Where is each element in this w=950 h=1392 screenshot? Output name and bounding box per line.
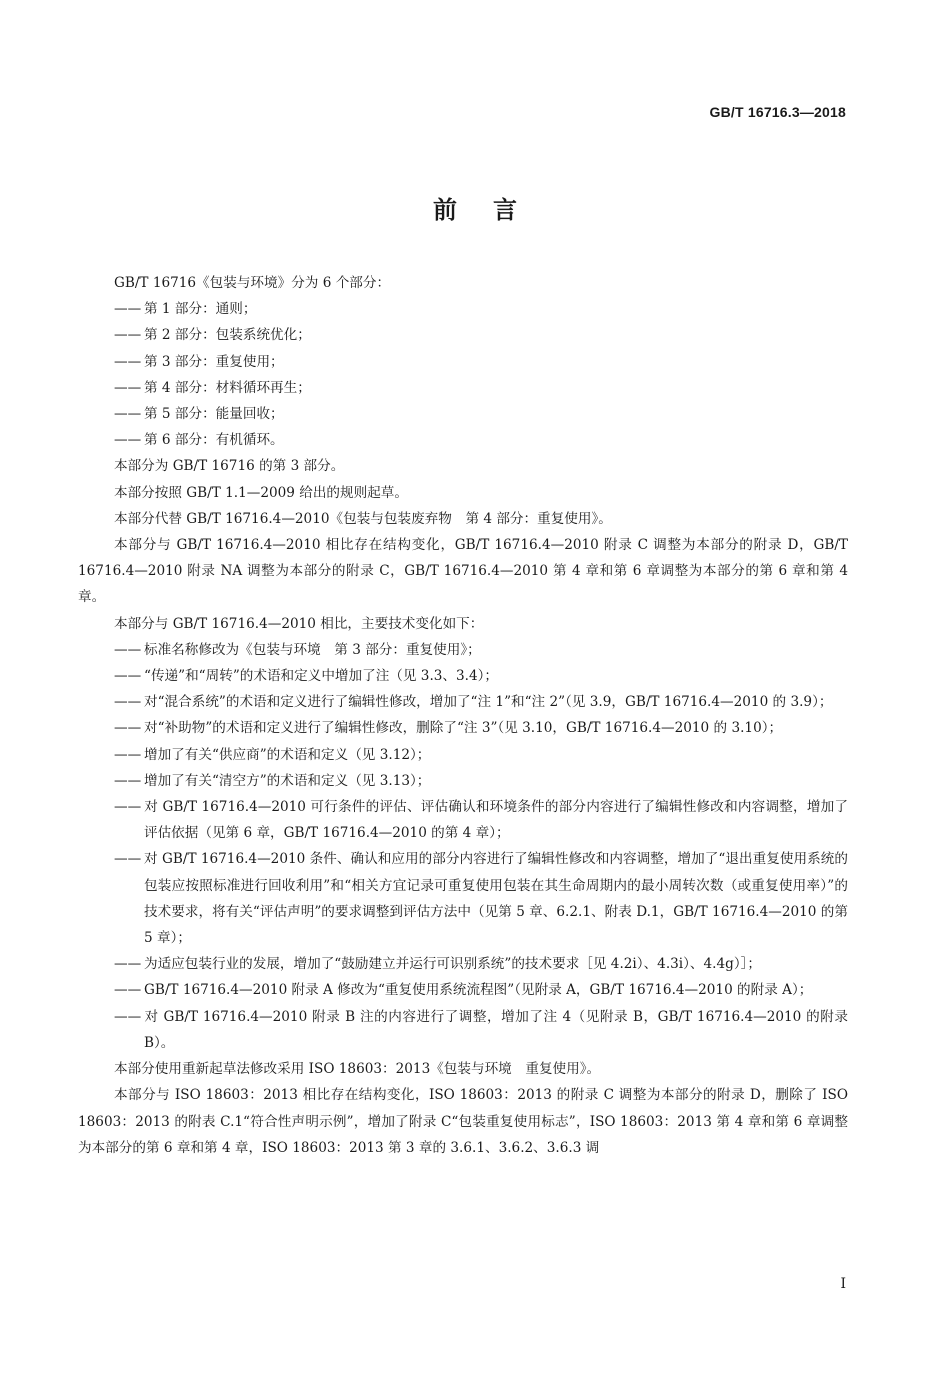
dash-marker: ——: [114, 982, 142, 999]
paragraph: 本部分为 GB/T 16716 的第 3 部分。: [114, 458, 345, 475]
dash-marker: ——: [114, 799, 142, 816]
paragraph: 本部分代替 GB/T 16716.4—2010《包装与包装废弃物 第 4 部分：重复使用》。: [114, 510, 612, 527]
list-item: —— 对“补助物”的术语和定义进行了编辑性修改，删除了“注 3”（见 3.10，GB/T 16716.4—2010 的 3.10）；: [78, 715, 848, 741]
list-item: —— 第 4 部分：材料循环再生；: [78, 375, 848, 401]
list-item: —— 对 GB/T 16716.4—2010 条件、确认和应用的部分内容进行了编辑性修改和内容调整，增加了“退出重复使用系统的包装应按照标准进行回收利用”和“相关方宜记录可重复使用包装在其生命周期内的最小周转次数（或重复使用率）”的技术要求，将有关“评估声明”的要求调整到评估方法中（见第 5 章、6.2.1、附表 D.1，GB/T 16716.4—2010 的第 5 章）；: [78, 846, 848, 951]
dash-marker: ——: [114, 1008, 142, 1025]
paragraph: 本部分与 GB/T 16716.4—2010 相比，主要技术变化如下：: [114, 615, 484, 632]
paragraph: 本部分按照 GB/T 1.1—2009 给出的规则起草。: [114, 484, 408, 501]
paragraph: 本部分与 GB/T 16716.4—2010 相比存在结构变化，GB/T 16716.4—2010 附录 C 调整为本部分的附录 D，GB/T 16716.4—2010 附录 NA 调整为本部分的附录 C，GB/T 16716.4—2010 第 4 章和第 6 章调整为本部分的第 6 章和第 4 章。: [78, 537, 848, 606]
list-item: —— 对 GB/T 16716.4—2010 可行条件的评估、评估确认和环境条件的部分内容进行了编辑性修改和内容调整，增加了评估依据（见第 6 章，GB/T 16716.4—2010 的第 4 章）；: [78, 794, 848, 846]
dash-marker: ——: [114, 694, 142, 711]
list-item: —— GB/T 16716.4—2010 附录 A 修改为“重复使用系统流程图”（见附录 A，GB/T 16716.4—2010 的附录 A）；: [78, 977, 848, 1003]
list-item: —— 为适应包装行业的发展，增加了“鼓励建立并运行可识别系统”的技术要求［见 4.2i）、4.3i）、4.4g）］；: [78, 951, 848, 977]
dash-marker: ——: [114, 353, 142, 370]
list-item: —— 标准名称修改为《包装与环境 第 3 部分：重复使用》；: [78, 637, 848, 663]
dash-marker: ——: [114, 641, 142, 658]
dash-marker: ——: [114, 301, 142, 318]
list-item: —— 对 GB/T 16716.4—2010 附录 B 注的内容进行了调整，增加了注 4（见附录 B，GB/T 16716.4—2010 的附录 B）。: [78, 1004, 848, 1056]
dash-marker: ——: [114, 406, 142, 423]
list-item: —— 第 6 部分：有机循环。: [78, 427, 848, 453]
list-item: —— 对“混合系统”的术语和定义进行了编辑性修改，增加了“注 1”和“注 2”（见 3.9，GB/T 16716.4—2010 的 3.9）；: [78, 689, 848, 715]
list-item: —— 第 3 部分：重复使用；: [78, 349, 848, 375]
page-number: I: [840, 1276, 846, 1292]
dash-marker: ——: [114, 851, 142, 868]
list-item: —— 第 1 部分：通则；: [78, 296, 848, 322]
paragraph: 本部分与 ISO 18603：2013 相比存在结构变化，ISO 18603：2013 的附录 C 调整为本部分的附录 D，删除了 ISO 18603：2013 的附表 C.1“符合性声明示例”，增加了附录 C“包装重复使用标志”，ISO 18603：2013 第 4 章和第 6 章调整为本部分的第 6 章和第 4 章，ISO 18603：2013 第 3 章的 3.6.1、3.6.2、3.6.3 调: [78, 1087, 848, 1156]
dash-marker: ——: [114, 720, 142, 737]
list-item: —— 第 2 部分：包装系统优化；: [78, 322, 848, 348]
paragraph: 本部分使用重新起草法修改采用 ISO 18603：2013《包装与环境 重复使用》。: [114, 1061, 601, 1078]
foreword-body: [78, 270, 848, 1161]
list-item: —— 增加了有关“清空方”的术语和定义（见 3.13）；: [78, 768, 848, 794]
dash-marker: ——: [114, 668, 142, 685]
list-item: —— 增加了有关“供应商”的术语和定义（见 3.12）；: [78, 742, 848, 768]
dash-marker: ——: [114, 327, 142, 344]
changes-list: [78, 637, 848, 1056]
dash-marker: ——: [114, 746, 142, 763]
dash-marker: ——: [114, 379, 142, 396]
list-item: —— “传递”和“周转”的术语和定义中增加了注（见 3.3、3.4）；: [78, 663, 848, 689]
dash-marker: ——: [114, 772, 142, 789]
list-item: —— 第 5 部分：能量回收；: [78, 401, 848, 427]
dash-marker: ——: [114, 956, 142, 973]
intro-paragraph: GB/T 16716《包装与环境》分为 6 个部分：: [114, 275, 391, 291]
page-title: 前言: [433, 195, 553, 224]
dash-marker: ——: [114, 432, 142, 449]
parts-list: [78, 296, 848, 453]
standard-code: GB/T 16716.3—2018: [709, 104, 846, 120]
